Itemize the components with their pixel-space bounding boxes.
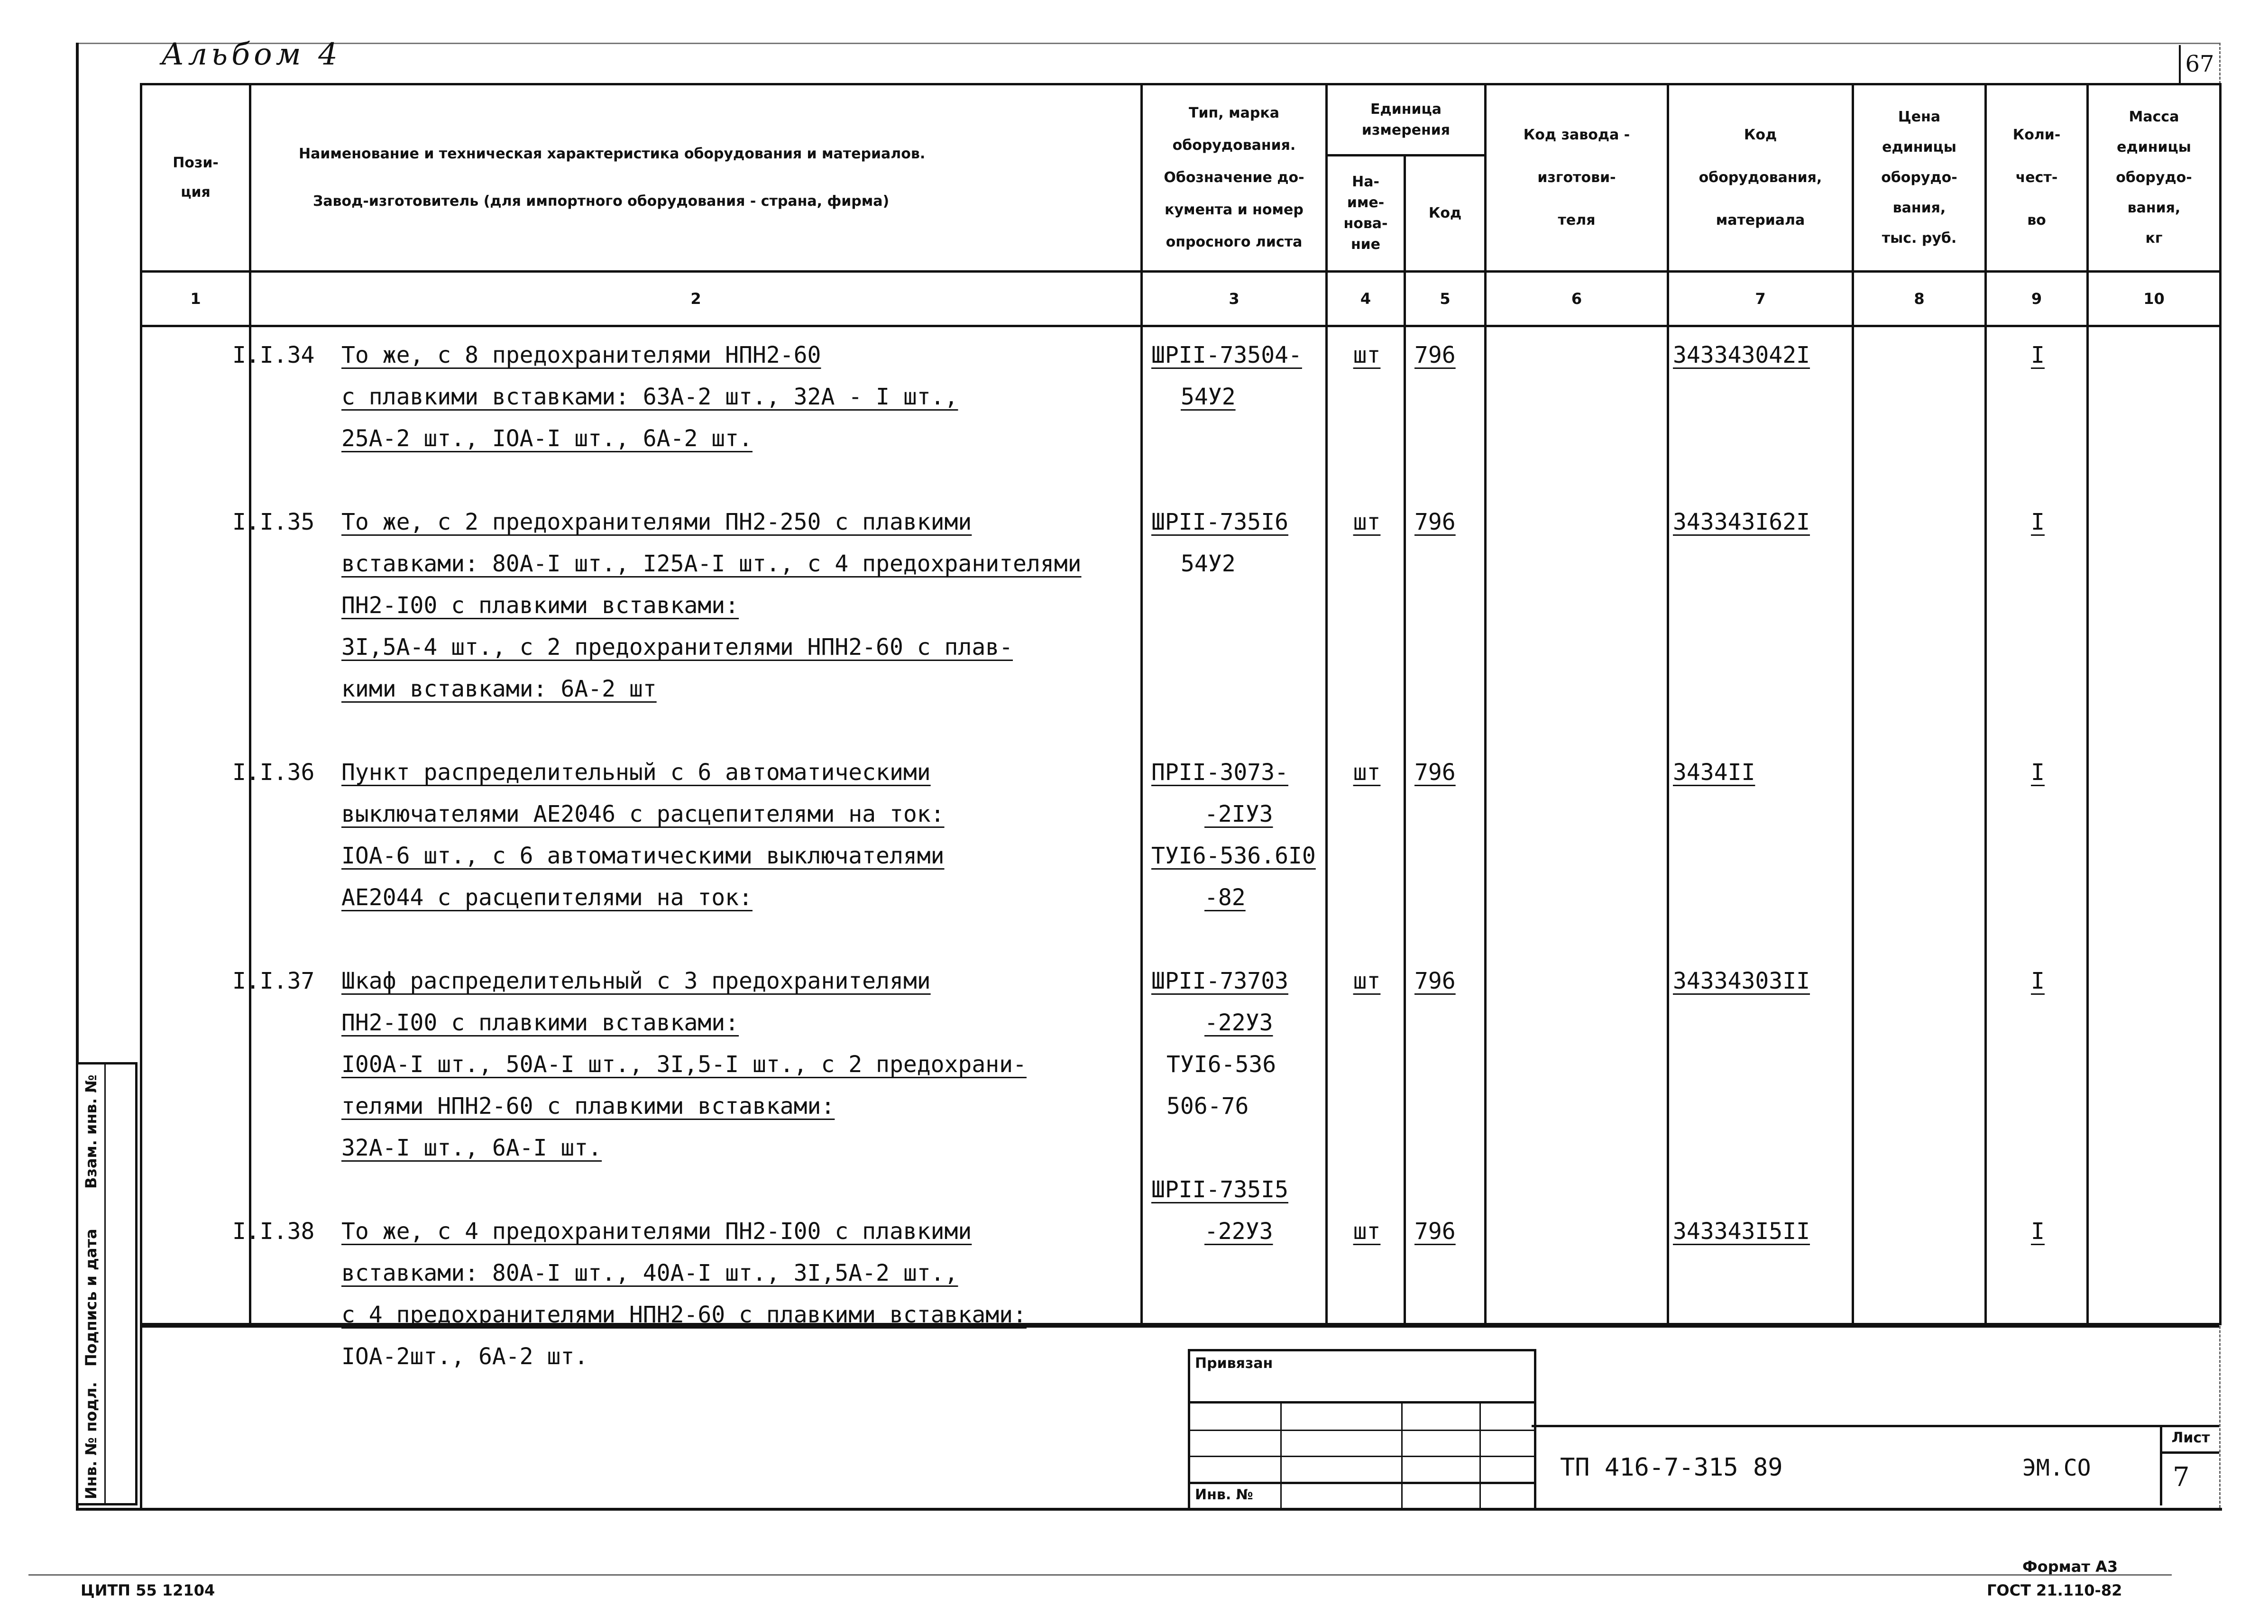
section-code: ЭМ.СО [2022, 1455, 2091, 1481]
header-position: Пози- ция [141, 84, 250, 272]
side-vzam-box: Взам. инв. № [76, 1062, 138, 1195]
header-unit-group: Единица измерения [1327, 84, 1486, 156]
footer-left-code: ЦИТП 55 12104 [81, 1581, 215, 1599]
equipment-table [140, 83, 2222, 1370]
list-item: I.I.36 Пункт распределительный с 6 автоматическими [232, 759, 931, 786]
page-number: 67 [2179, 45, 2219, 84]
album-label: Альбом 4 [161, 37, 341, 72]
header-name: Наименование и техническая характеристика оборудования и материалов. Завод-изготовитель (для импортного оборудования - страна, фирма) [250, 84, 1142, 272]
document-code-prefix: ТП 416-7-315 89 [1560, 1453, 1783, 1482]
privyazan-block: Привязан Инв. № [1188, 1349, 1536, 1508]
footer-gost: ГОСТ 21.110-82 [1987, 1581, 2122, 1599]
items-qty-cell: I I I I I [1986, 326, 2088, 1324]
bottom-left-line [140, 1325, 142, 1508]
header-plant-code: Код завода - изготови- теля [1486, 84, 1668, 272]
header-mass: Масса единицы оборудо- вания, кг [2088, 84, 2221, 272]
table-bottom-line [140, 1325, 2219, 1328]
items-code-cell: 343343042I 343343I62I 3434II 34334303II 343343I5II [1668, 326, 1853, 1324]
footer-line [28, 1574, 2172, 1576]
items-name-cell [232, 326, 1142, 1370]
title-block-line [1532, 1425, 2219, 1427]
list-item: I.I.34 То же, с 8 предохранителями НПН2-60 [232, 342, 821, 368]
footer-format: Формат А3 [2022, 1558, 2118, 1576]
side-inv-box: Инв. № подл. [76, 1370, 138, 1505]
header-quantity: Коли- чест- во [1986, 84, 2088, 272]
list-item: I.I.35 То же, с 2 предохранителями ПН2-250 с плавкими [232, 509, 972, 535]
list-item: I.I.37 Шкаф распределительный с 3 предохранителями [232, 968, 931, 994]
list-item: I.I.38 То же, с 4 предохранителями ПН2-I00 с плавкими [232, 1218, 972, 1245]
items-unit-code-cell: 796 796 796 796 796 [1405, 326, 1486, 1324]
header-price: Цена единицы оборудо- вания, тыс. руб. [1853, 84, 1986, 272]
side-signature-box: Подпись и дата [76, 1190, 138, 1373]
items-unit-cell: шт шт шт шт шт [1327, 326, 1405, 1324]
header-type: Тип, марка оборудования. Обозначение до- кумента и номер опросного листа [1142, 84, 1327, 272]
items-list: I.I.34 То же, с 8 предохранителями НПН2-60 с плавкими вставками: 63А-2 шт., 32А - I шт., 25А-2 шт., IOA-I шт., 6А-2 шт. I.I.35 То же, с 2 предохранителями ПН2-250 с плавкими вставками: 80А-I шт., I25А-I шт., с 4 предохранителями ПН2-I00 с плавкими вставками: 3I,5А-4 шт., с 2 предохранителями НПН2-60 с плав- кими вставками: 6А-2 шт I.I.36 Пункт распределительный с 6 автоматическими выключателями АЕ2046 с расцепителями на ток: IOA-6 шт., с 6 автоматическими выключателями АЕ2044 с расцепителями на ток: I.I.37 Шкаф распределительный с 3 предохранителями ПН2-I00 с плавкими вставками: I00А-I шт., 50А-I шт., 3I,5-I шт., с 2 предохрани- телями НПН2-60 с плавкими вставками: 32А-I шт., 6А-I шт. I.I.38 То же, с 4 предохранителями ПН2-I00 с плавкими вставками: 80А-I шт., 40А-I шт., 3I,5А-2 шт., с 4 предохранителями НПН2-60 с плавкими вставками: IOA-2шт., 6А-2 шт. [232, 334, 1276, 1377]
sheet-box: Лист 7 [2160, 1425, 2219, 1505]
column-number-row: 1 2 3 4 5 6 7 8 9 10 [141, 272, 2221, 326]
header-unit-code: Код [1405, 156, 1486, 272]
items-type-cell: ШРII-73504- 54У2 ШРII-735I6 54У2 ПРII-3073- -2IУ3 ТУI6-536.6I0 -82 ШРII-73703 -22У3 ТУI6-536 506-76 ШРII-735I5 -22У3 [1142, 326, 1327, 1324]
header-unit-name: На- име- нова- ние [1327, 156, 1405, 272]
header-equipment-code: Код оборудования, материала [1668, 84, 1853, 272]
